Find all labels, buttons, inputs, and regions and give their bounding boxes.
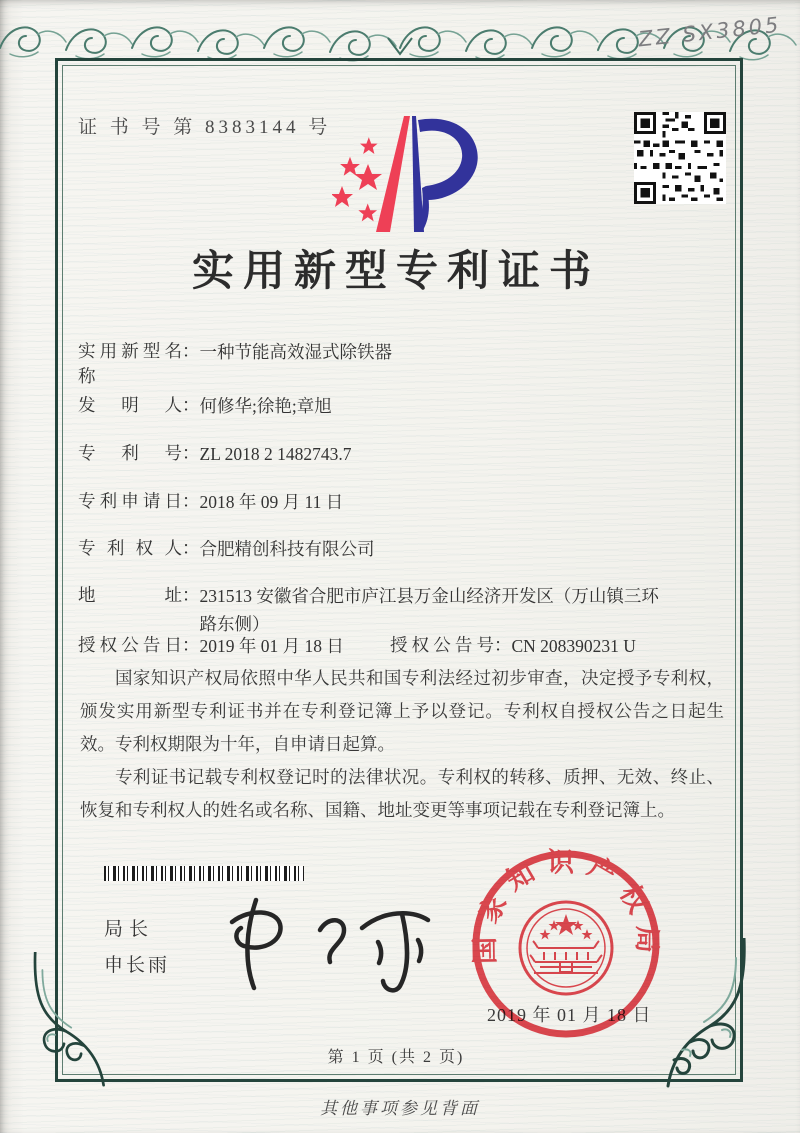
national-emblem-icon [520, 902, 612, 994]
field-label: 专利号 [78, 443, 182, 463]
field-label: 专利权人 [78, 538, 182, 558]
page-indicator: 第 1 页 (共 2 页) [327, 1049, 465, 1066]
field-colon: ： [182, 491, 200, 511]
field-label: 发明人 [78, 395, 182, 415]
director-title: 局长 [104, 919, 155, 940]
field-row-name [78, 338, 722, 388]
page-title: 实用新型专利证书 [191, 249, 600, 295]
barcode-icon [104, 866, 304, 881]
field-label: 专利申请日 [78, 491, 182, 511]
field-value: 2018 年 09 月 11 日 [199, 492, 344, 512]
field-value: 合肥精创科技有限公司 [199, 539, 375, 559]
field-value: 2019 年 01 月 18 日 [199, 636, 344, 656]
field-colon: ： [182, 341, 200, 361]
legal-paragraph: 专利证书记载专利权登记时的法律状况。专利权的转移、质押、无效、终止、恢复和专利权人的姓名或名称、国籍、地址变更等事项记载在专利登记簿上。 [80, 766, 724, 820]
grant-number-group [390, 632, 636, 660]
field-colon: ： [182, 395, 200, 415]
footer-note: 其他事项参见背面 [320, 1099, 480, 1118]
field-value: 何修华;徐艳;章旭 [199, 396, 332, 416]
corner-flourish-left-icon [28, 952, 118, 1087]
field-label: 授权公告日 [78, 635, 182, 655]
field-value: 一种节能高效湿式除铁器 [199, 342, 392, 362]
field-colon: ： [494, 635, 512, 655]
field-row-address [78, 582, 722, 638]
svg-text:国家知识产权局 [470, 848, 663, 964]
official-seal [468, 846, 664, 1042]
legal-paragraph: 国家知识产权局依照中华人民共和国专利法经过初步审查，决定授予专利权，颁发实用新型专利证书并在专利登记簿上予以登记。专利权自授权公告之日起生效。专利权期限为十年，自申请日起算。 [80, 668, 724, 754]
cnipa-logo-icon [332, 110, 487, 238]
field-row-patentee [78, 535, 722, 563]
handwritten-code: ZZ SX3805 [637, 12, 783, 52]
field-value: 231513 安徽省合肥市庐江县万金山经济开发区（万山镇三环路东侧） [199, 586, 659, 634]
field-row-patent-no [78, 440, 722, 468]
field-label: 实用新型名称 [78, 341, 182, 386]
seal-date: 2019 年 01 月 18 日 [487, 1005, 652, 1025]
corner-flourish-right-icon [652, 938, 752, 1088]
legal-text [80, 662, 724, 826]
field-row-grant [78, 632, 722, 660]
seal-text: 国家知识产权局 [469, 847, 663, 965]
certificate-number: 证 书 号 第 8383144 号 [78, 117, 332, 138]
field-colon: ： [182, 443, 200, 463]
director-signature-icon [212, 886, 442, 998]
qr-code-icon [634, 112, 726, 204]
director-name: 申长雨 [104, 955, 171, 976]
field-row-inventor [78, 392, 722, 420]
field-row-filing-date [78, 488, 722, 516]
field-colon: ： [182, 585, 200, 605]
field-value: ZL 2018 2 1482743.7 [199, 444, 352, 464]
field-label: 授权公告号 [390, 635, 494, 655]
field-colon: ： [182, 635, 200, 655]
field-colon: ： [182, 538, 200, 558]
field-value: CN 208390231 U [511, 636, 636, 656]
field-label: 地址 [78, 585, 182, 605]
